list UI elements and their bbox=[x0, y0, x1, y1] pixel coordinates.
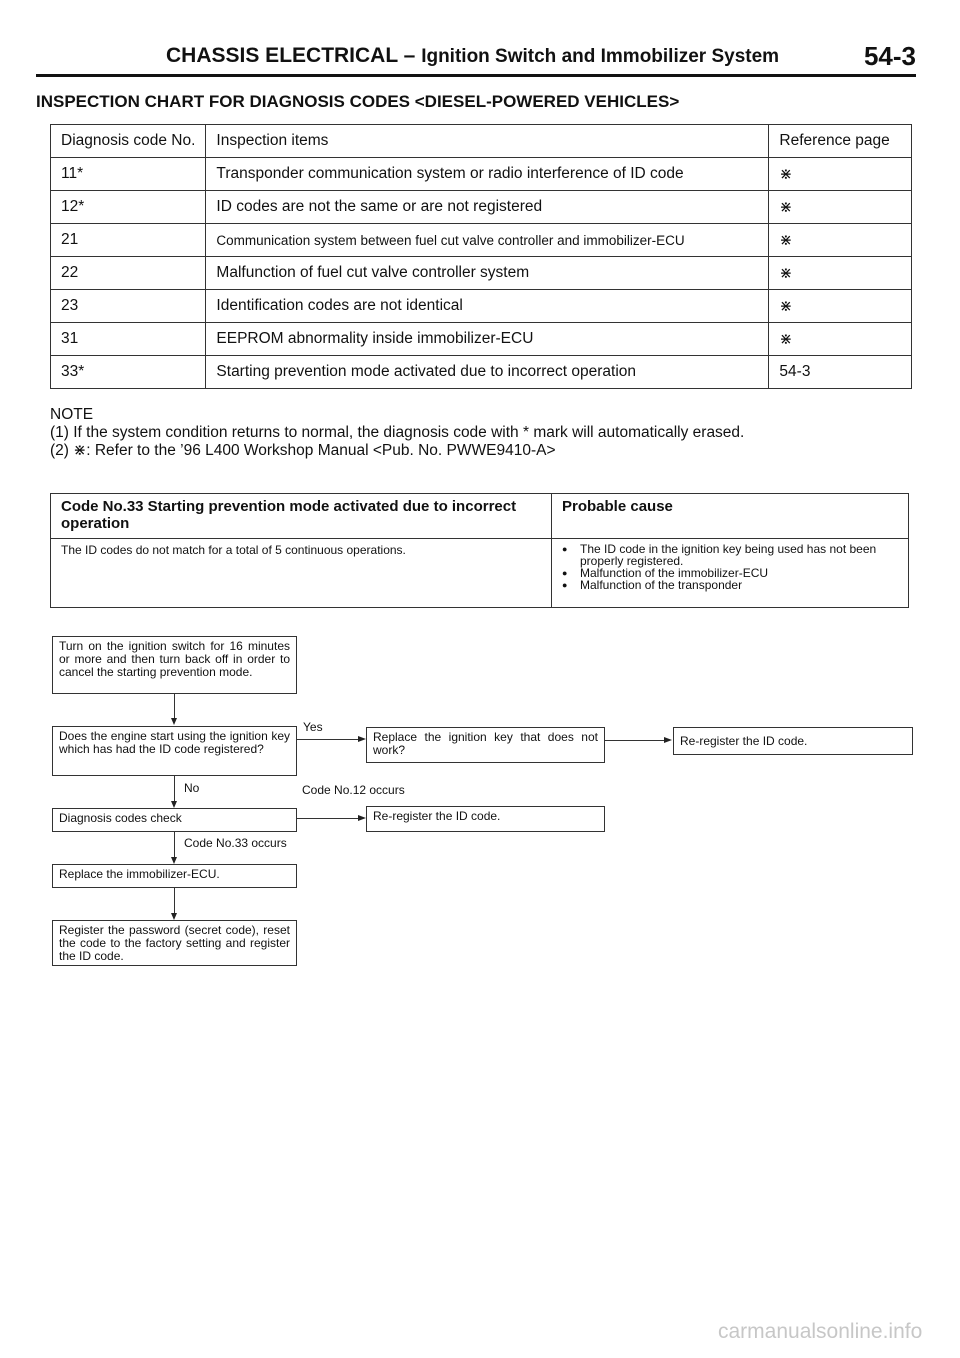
page-header bbox=[0, 41, 960, 78]
list-item: ● Malfunction of the transponder bbox=[562, 579, 898, 591]
header-code: Diagnosis code No. bbox=[51, 125, 206, 158]
row-code: 23 bbox=[51, 290, 206, 323]
watermark: carmanualsonline.info bbox=[718, 1320, 923, 1343]
row-code: 11* bbox=[51, 158, 206, 191]
cause-list-cell bbox=[552, 539, 909, 608]
arrow-right-icon bbox=[358, 815, 366, 821]
flow-connector bbox=[174, 776, 175, 804]
header-section: CHASSIS ELECTRICAL bbox=[166, 44, 398, 67]
row-code: 12* bbox=[51, 191, 206, 224]
note-block bbox=[50, 406, 744, 460]
flow-step-cancel-prevention: Turn on the ignition switch for 16 minutes or more and then turn back off in order to cancel the starting prevention mode. bbox=[52, 636, 297, 694]
table-row bbox=[51, 158, 912, 191]
row-ref: ⋇ bbox=[769, 290, 912, 323]
header-rule bbox=[36, 74, 916, 77]
arrow-down-icon bbox=[171, 913, 177, 920]
table-row bbox=[51, 356, 912, 389]
flow-step-reregister-final: Re-register the ID code. bbox=[673, 727, 913, 755]
header-title bbox=[166, 44, 779, 68]
row-code: 31 bbox=[51, 323, 206, 356]
flow-step-replace-ecu: Replace the immobilizer-ECU. bbox=[52, 864, 297, 888]
flow-connector bbox=[174, 888, 175, 916]
flow-step-diagnosis-check: Diagnosis codes check bbox=[52, 808, 297, 832]
row-item: EEPROM abnormality inside immobilizer-ECU bbox=[206, 323, 769, 356]
cause-description: The ID codes do not match for a total of 5 continuous operations. bbox=[51, 539, 552, 608]
cause-table bbox=[50, 493, 909, 608]
table-row bbox=[51, 257, 912, 290]
flow-connector bbox=[605, 740, 665, 741]
arrow-right-icon bbox=[664, 737, 672, 743]
row-item: Transponder communication system or radio interference of ID code bbox=[206, 158, 769, 191]
flow-step-replace-key: Replace the ignition key that does not work? bbox=[366, 727, 605, 763]
inspection-table bbox=[50, 124, 912, 389]
header-separator: – bbox=[403, 44, 416, 67]
arrow-down-icon bbox=[171, 857, 177, 864]
flow-step-engine-start-question: Does the engine start using the ignition key which has had the ID code registered? bbox=[52, 726, 297, 776]
code12-label: Code No.12 occurs bbox=[302, 783, 405, 797]
row-ref: ⋇ bbox=[769, 158, 912, 191]
row-code: 22 bbox=[51, 257, 206, 290]
table-row bbox=[51, 290, 912, 323]
row-item: Identification codes are not identical bbox=[206, 290, 769, 323]
cause-header-right: Probable cause bbox=[552, 494, 909, 539]
table-row bbox=[51, 224, 912, 257]
flow-step-reregister-code12: Re-register the ID code. bbox=[366, 806, 605, 832]
header-item: Inspection items bbox=[206, 125, 769, 158]
row-ref: ⋇ bbox=[769, 191, 912, 224]
cause-body-row bbox=[51, 539, 909, 608]
row-code: 21 bbox=[51, 224, 206, 257]
header-ref: Reference page bbox=[769, 125, 912, 158]
row-item: ID codes are not the same or are not registered bbox=[206, 191, 769, 224]
row-ref: ⋇ bbox=[769, 257, 912, 290]
flow-connector bbox=[297, 739, 360, 740]
code33-label: Code No.33 occurs bbox=[184, 836, 287, 850]
cause-header-row bbox=[51, 494, 909, 539]
note-title: NOTE bbox=[50, 406, 94, 423]
note-line-2: (2) ⋇: Refer to the ’96 L400 Workshop Manual <Pub. No. PWWE9410-A> bbox=[50, 442, 556, 459]
flow-step-register-password: Register the password (secret code), reset the code to the factory setting and register the ID code. bbox=[52, 920, 297, 966]
row-ref: ⋇ bbox=[769, 323, 912, 356]
note-line-1: (1) If the system condition returns to normal, the diagnosis code with * mark will automatically erased. bbox=[50, 424, 745, 441]
table-row bbox=[51, 323, 912, 356]
row-item: Communication system between fuel cut valve controller and immobilizer-ECU bbox=[206, 224, 769, 257]
chart-title: INSPECTION CHART FOR DIAGNOSIS CODES <DIESEL-POWERED VEHICLES> bbox=[36, 92, 680, 111]
cause-header-left: Code No.33 Starting prevention mode activated due to incorrect operation bbox=[51, 494, 552, 539]
cause-list bbox=[562, 543, 898, 591]
row-ref: 54-3 bbox=[769, 356, 912, 389]
list-item: ● Malfunction of the immobilizer-ECU bbox=[562, 567, 898, 579]
row-code: 33* bbox=[51, 356, 206, 389]
yes-label: Yes bbox=[303, 720, 323, 734]
flow-connector bbox=[174, 694, 175, 720]
arrow-down-icon bbox=[171, 801, 177, 808]
table-header-row bbox=[51, 125, 912, 158]
page-number: 54-3 bbox=[863, 41, 916, 71]
no-label: No bbox=[184, 781, 200, 795]
header-subtitle: Ignition Switch and Immobilizer System bbox=[421, 46, 780, 67]
arrow-right-icon bbox=[358, 736, 366, 742]
flow-connector bbox=[174, 832, 175, 860]
list-item: ● The ID code in the ignition key being used has not been properly registered. bbox=[562, 543, 898, 567]
flow-connector bbox=[297, 818, 360, 819]
table-row bbox=[51, 191, 912, 224]
row-ref: ⋇ bbox=[769, 224, 912, 257]
row-item: Starting prevention mode activated due to incorrect operation bbox=[206, 356, 769, 389]
row-item: Malfunction of fuel cut valve controller system bbox=[206, 257, 769, 290]
arrow-down-icon bbox=[171, 718, 177, 725]
